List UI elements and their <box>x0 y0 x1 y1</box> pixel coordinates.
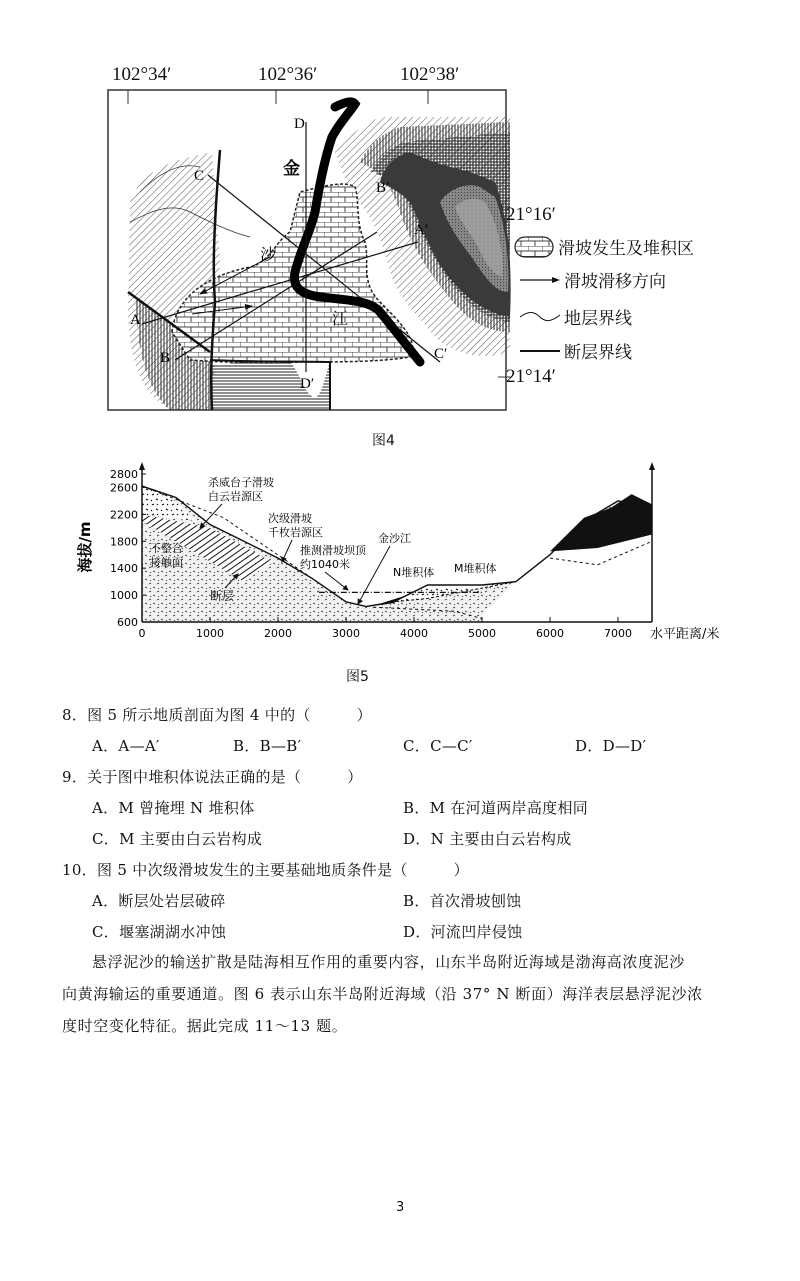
point-label-b-prime: B′ <box>376 180 390 196</box>
annotation-source2: 千枚岩源区 <box>268 526 323 539</box>
x-tick-label: 4000 <box>400 627 428 640</box>
question-10-option-b[interactable]: B．首次滑坡刨蚀 <box>403 892 522 910</box>
question-10-stem: 10．图 5 中次级滑坡发生的主要基础地质条件是（ ） <box>62 861 469 879</box>
brick-pattern-icon <box>514 236 554 258</box>
question-8-option-a[interactable]: A．A—A′ <box>92 737 160 755</box>
annotation-source1: 杀威台子滑坡 <box>208 476 274 489</box>
annotation-dam: 推测滑坡坝顶 <box>300 544 366 557</box>
x-tick-label: 2000 <box>264 627 292 640</box>
legend-item-slide-direction <box>520 267 666 292</box>
annotation-fault: 断层 <box>210 589 235 603</box>
annotation-dam: 约1040米 <box>300 558 350 571</box>
point-label-b: B <box>160 350 171 366</box>
legend-label: 地层界线 <box>564 309 632 329</box>
annotation-contact: 不整合 <box>150 542 183 555</box>
figure-5-profile <box>60 462 740 662</box>
legend-item-strata-boundary <box>520 304 632 329</box>
page-number: 3 <box>396 1200 405 1215</box>
right-axis-arrow-icon <box>649 462 655 470</box>
point-label-a-prime: A′ <box>414 222 429 238</box>
y-axis-title: 海拔/m <box>76 521 94 573</box>
x-tick-label: 1000 <box>196 627 224 640</box>
question-9-option-c[interactable]: C．M 主要由白云岩构成 <box>92 830 263 848</box>
longitude-label: 102°38′ <box>400 64 460 85</box>
point-label-d: D <box>294 116 305 132</box>
longitude-label: 102°34′ <box>112 64 172 85</box>
point-label-c-prime: C′ <box>434 346 448 362</box>
river-char: 金 <box>283 159 300 179</box>
annotation-river: 金沙江 <box>378 532 411 545</box>
point-label-a: A <box>130 312 141 328</box>
latitude-label: 21°14′ <box>506 366 556 387</box>
latitude-label: 21°16′ <box>506 204 556 225</box>
wavy-line-icon <box>520 311 560 323</box>
annotation-contact: 接触面 <box>150 556 183 569</box>
y-tick-label: 2600 <box>110 481 138 495</box>
x-tick-label: 6000 <box>536 627 564 640</box>
question-10-option-d[interactable]: D．河流凹岸侵蚀 <box>403 923 523 941</box>
question-9-option-a[interactable]: A．M 曾掩埋 N 堆积体 <box>92 799 255 817</box>
question-10-option-a[interactable]: A．断层处岩层破碎 <box>92 892 226 910</box>
legend-label: 断层界线 <box>564 343 632 363</box>
legend-item-fault-boundary <box>520 338 632 363</box>
longitude-label: 102°36′ <box>258 64 318 85</box>
question-8-option-b[interactable]: B．B—B′ <box>233 737 302 755</box>
y-tick-label: 2200 <box>110 508 138 522</box>
x-tick-label: 0 <box>138 627 146 640</box>
figure-4-map <box>100 62 740 422</box>
point-label-c: C <box>194 168 205 184</box>
x-tick-label: 3000 <box>332 627 360 640</box>
question-8-option-d[interactable]: D．D—D′ <box>575 737 647 755</box>
question-8-option-c[interactable]: C．C—C′ <box>403 737 473 755</box>
question-8-stem: 8．图 5 所示地质剖面为图 4 中的（ ） <box>62 706 372 724</box>
arrow-right-icon <box>520 274 560 286</box>
y-axis-arrow-icon <box>139 462 145 470</box>
legend-label: 滑坡发生及堆积区 <box>558 239 694 259</box>
legend-label: 滑坡滑移方向 <box>564 272 666 292</box>
question-10-option-c[interactable]: C．堰塞湖湖水冲蚀 <box>92 923 227 941</box>
x-axis-title: 水平距离/米 <box>650 627 720 642</box>
figure-5-caption: 图5 <box>346 669 369 685</box>
y-tick-label: 1000 <box>110 589 138 603</box>
point-label-d-prime: D′ <box>300 376 315 392</box>
river-char: 江 <box>332 309 349 328</box>
annotation-source1: 白云岩源区 <box>208 490 263 503</box>
y-tick-label: 600 <box>117 616 138 629</box>
y-tick-label: 1400 <box>110 562 138 576</box>
y-tick-label: 2800 <box>110 468 138 481</box>
intro-paragraph <box>62 946 752 1042</box>
figure-4-caption: 图4 <box>372 433 395 449</box>
question-9-option-d[interactable]: D．N 主要由白云岩构成 <box>403 830 572 848</box>
x-tick-label: 7000 <box>604 627 632 640</box>
intro-line: 向黄海输运的重要通道。图 6 表示山东半岛附近海域（沿 37° N 断面）海洋表层悬浮泥沙浓 <box>62 985 703 1003</box>
river-char: 沙 <box>260 245 277 264</box>
legend-item-landslide-area <box>514 234 694 259</box>
question-9-stem: 9．关于图中堆积体说法正确的是（ ） <box>62 768 363 786</box>
intro-line: 悬浮泥沙的输送扩散是陆海相互作用的重要内容，山东半岛附近海域是渤海高浓度泥沙 <box>92 953 685 971</box>
annotation-m-deposit: M堆积体 <box>454 562 497 575</box>
y-tick-label: 1800 <box>110 535 138 549</box>
solid-line-icon <box>520 345 560 357</box>
question-9-option-b[interactable]: B．M 在河道两岸高度相同 <box>403 799 589 817</box>
annotation-n-deposit: N堆积体 <box>393 566 435 579</box>
x-tick-label: 5000 <box>468 627 496 640</box>
annotation-source2: 次级滑坡 <box>268 512 312 525</box>
intro-line: 度时空变化特征。据此完成 11～13 题。 <box>62 1017 348 1035</box>
